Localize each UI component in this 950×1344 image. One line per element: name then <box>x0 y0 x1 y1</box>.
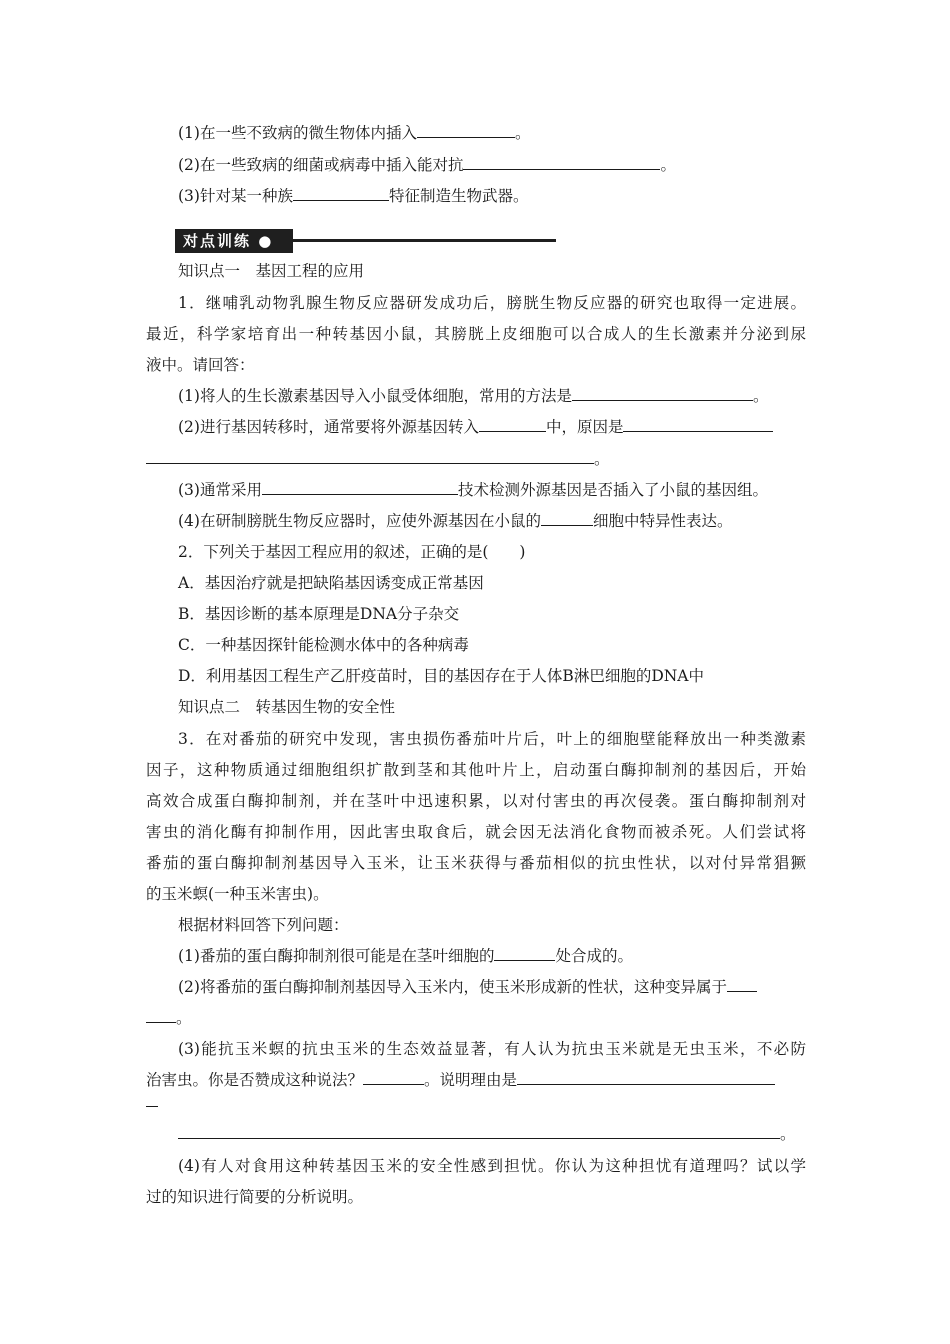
intro-item-2 <box>178 155 676 175</box>
question-1-sub-1 <box>178 386 768 406</box>
answer-blank[interactable] <box>178 1124 780 1139</box>
question-1-sub-3-end: 技术检测外源基因是否插入了小鼠的基因组。 <box>457 481 768 499</box>
question-1-stem-line-3: 液中。请回答： <box>146 356 255 374</box>
answer-blank[interactable] <box>363 1070 424 1085</box>
intro-item-2-end: 。 <box>660 156 676 174</box>
answer-blank[interactable] <box>541 511 593 526</box>
section-header-rule <box>293 239 556 242</box>
answer-blank[interactable] <box>623 417 773 432</box>
answer-blank[interactable] <box>479 417 546 432</box>
answer-line-stub[interactable] <box>146 1106 158 1107</box>
answer-blank[interactable] <box>417 123 515 138</box>
question-3-sub-4-line-1: (4)有人对食用这种转基因玉米的安全性感到担忧。你认为这种担忧有道理吗？试以学 <box>178 1157 806 1175</box>
question-3-sub-3-line-2 <box>146 1070 775 1090</box>
question-2-option-c[interactable]: C．一种基因探针能检测水体中的各种病毒 <box>178 636 469 654</box>
question-1-sub-4-end: 细胞中特异性表达。 <box>592 512 733 530</box>
intro-item-2-text: (2)在一些致病的细菌或病毒中插入能对抗 <box>178 156 464 174</box>
answer-blank[interactable] <box>727 977 757 992</box>
question-2-stem: 2．下列关于基因工程应用的叙述，正确的是( ) <box>178 543 526 561</box>
question-3-sub-2 <box>178 977 757 997</box>
question-3-sub-2-end: 。 <box>176 1009 192 1027</box>
answer-blank[interactable] <box>262 480 458 495</box>
question-1-stem-line-2: 最近，科学家培育出一种转基因小鼠，其膀胱上皮细胞可以合成人的生长激素并分泌到尿 <box>146 325 806 343</box>
question-1-stem-line-1: 1．继哺乳动物乳腺生物反应器研发成功后，膀胱生物反应器的研究也取得一定进展。 <box>178 294 806 312</box>
intro-item-3-end: 特征制造生物武器。 <box>388 187 529 205</box>
question-3-para-line-2: 因子，这种物质通过细胞组织扩散到茎和其他叶片上，启动蛋白酶抑制剂的基因后，开始 <box>146 761 806 779</box>
intro-item-3 <box>178 186 528 206</box>
answer-blank[interactable] <box>517 1070 775 1085</box>
question-3-para-line-6: 的玉米螟(一种玉米害虫)。 <box>146 885 329 903</box>
question-1-sub-2 <box>178 417 773 437</box>
intro-item-1-text: (1)在一些不致病的微生物体内插入 <box>178 124 417 142</box>
question-1-sub-2-mid: 中，原因是 <box>545 418 624 436</box>
question-1-sub-4 <box>178 511 732 531</box>
question-3-sub-2-cont <box>146 1008 192 1028</box>
knowledge-point-1-title: 知识点一 基因工程的应用 <box>178 262 365 280</box>
question-3-para-line-3: 高效合成蛋白酶抑制剂，并在茎叶中迅速积累，以对付害虫的再次侵袭。蛋白酶抑制剂对 <box>146 792 806 810</box>
answer-blank[interactable] <box>494 946 555 961</box>
question-3-sub-3-text: 治害虫。你是否赞成这种说法？ <box>146 1071 364 1089</box>
answer-blank[interactable] <box>293 186 389 201</box>
answer-blank[interactable] <box>146 449 594 464</box>
question-1-sub-3-text: (3)通常采用 <box>178 481 262 499</box>
question-3-sub-3-line-3 <box>178 1124 796 1144</box>
section-header: 对点训练 ● <box>175 229 293 253</box>
question-1-sub-2-cont <box>146 449 610 469</box>
intro-item-1 <box>178 123 530 143</box>
question-3-sub-1 <box>178 946 633 966</box>
answer-blank[interactable] <box>463 155 660 170</box>
intro-item-3-text: (3)针对某一种族 <box>178 187 293 205</box>
question-3-sub-4-line-2: 过的知识进行简要的分析说明。 <box>146 1188 364 1206</box>
question-2-option-a[interactable]: A．基因治疗就是把缺陷基因诱变成正常基因 <box>178 574 484 592</box>
question-1-sub-2-end: 。 <box>594 450 610 468</box>
question-3-para-line-1: 3．在对番茄的研究中发现，害虫损伤番茄叶片后，叶上的细胞壁能释放出一种类激素 <box>178 730 806 748</box>
answer-blank[interactable] <box>572 386 753 401</box>
question-3-para-line-4: 害虫的消化酶有抑制作用，因此害虫取食后，就会因无法消化食物而被杀死。人们尝试将 <box>146 823 806 841</box>
question-3-sub-3-mid: 。说明理由是 <box>424 1071 518 1089</box>
answer-blank[interactable] <box>146 1008 176 1023</box>
question-2-option-d[interactable]: D．利用基因工程生产乙肝疫苗时，目的基因存在于人体B淋巴细胞的DNA中 <box>178 667 705 685</box>
question-1-sub-3 <box>178 480 768 500</box>
knowledge-point-2-title: 知识点二 转基因生物的安全性 <box>178 698 396 716</box>
question-3-para-line-5: 番茄的蛋白酶抑制剂基因导入玉米，让玉米获得与番茄相似的抗虫性状，以对付异常猖獗 <box>146 854 806 872</box>
question-1-sub-1-end: 。 <box>752 387 769 405</box>
question-2-option-b[interactable]: B．基因诊断的基本原理是DNA分子杂交 <box>178 605 460 623</box>
question-1-sub-1-text: (1)将人的生长激素基因导入小鼠受体细胞，常用的方法是 <box>178 387 572 405</box>
question-3-sub-2-text: (2)将番茄的蛋白酶抑制剂基因导入玉米内，使玉米形成新的性状，这种变异属于 <box>178 978 727 996</box>
intro-item-1-end: 。 <box>514 124 531 142</box>
question-3-lead: 根据材料回答下列问题： <box>178 916 349 934</box>
question-1-sub-4-text: (4)在研制膀胱生物反应器时，应使外源基因在小鼠的 <box>178 512 541 530</box>
question-3-sub-3-line-1: (3)能抗玉米螟的抗虫玉米的生态效益显著，有人认为抗虫玉米就是无虫玉米，不必防 <box>178 1040 806 1058</box>
question-1-sub-2-text: (2)进行基因转移时，通常要将外源基因转入 <box>178 418 479 436</box>
question-3-sub-1-end: 处合成的。 <box>555 947 633 965</box>
question-3-sub-3-end: 。 <box>780 1125 796 1143</box>
question-3-sub-1-text: (1)番茄的蛋白酶抑制剂很可能是在茎叶细胞的 <box>178 947 495 965</box>
